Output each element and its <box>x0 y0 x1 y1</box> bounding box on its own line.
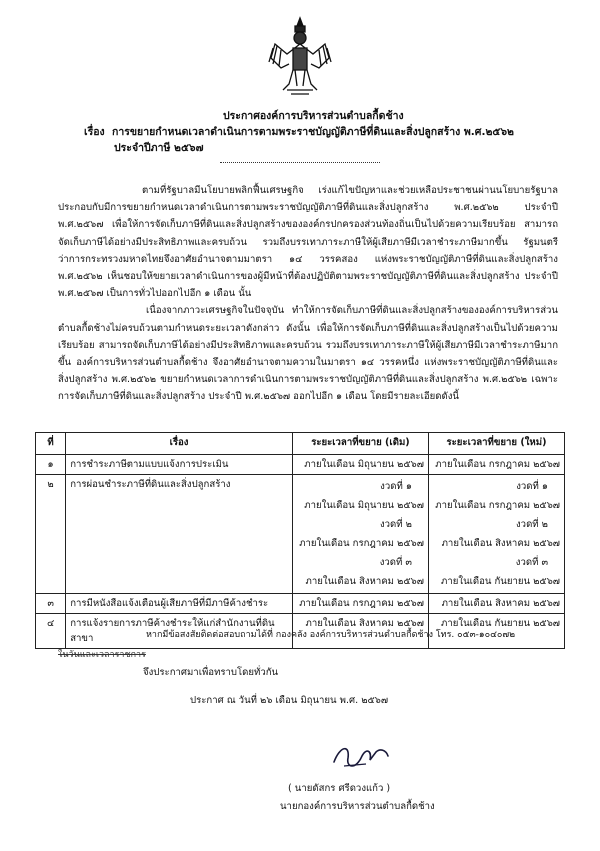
installment-date: ภายในเดือน มิถุนายน ๒๕๖๗ <box>304 500 424 511</box>
col-header-topic: เรื่อง <box>66 433 293 455</box>
col-header-no: ที่ <box>36 433 66 455</box>
installment-label: งวดที่ ๓ <box>379 557 412 568</box>
row-topic: การชำระภาษีตามแบบแจ้งการประเมิน <box>66 455 293 475</box>
installment-date: ภายในเดือน กันยายน ๒๕๖๗ <box>441 576 560 587</box>
signer-title: นายกองค์การบริหารส่วนตำบลกื้ดช้าง <box>280 801 435 812</box>
installment-label: งวดที่ ๒ <box>516 519 548 530</box>
installment-date: ภายในเดือน สิงหาคม ๒๕๖๗ <box>305 576 424 587</box>
installment-date: ภายในเดือน กรกฎาคม ๒๕๖๗ <box>435 500 560 511</box>
schedule-table <box>35 432 565 649</box>
row-topic: การมีหนังสือแจ้งเตือนผู้เสียภาษีที่มีภาษีค้างชำระ <box>66 594 293 614</box>
row-new-period: ภายในเดือน กันยายน ๒๕๖๗ <box>428 614 564 649</box>
signature-icon <box>326 740 396 776</box>
installment-label: งวดที่ ๑ <box>380 481 412 492</box>
row-no: ๑ <box>36 455 66 475</box>
installment-label: งวดที่ ๑ <box>516 481 548 492</box>
signer-name: ( นายดัสกร ศรีดวงแก้ว ) <box>288 783 391 794</box>
row-old-period <box>292 475 428 594</box>
subject-label: เรื่อง <box>84 126 105 138</box>
table-row <box>36 455 565 475</box>
installment-date: ภายในเดือน สิงหาคม ๒๕๖๗ <box>441 538 560 549</box>
office-hours-note: ในวันและเวลาราชการ <box>58 650 146 660</box>
announcement-closing: จึงประกาศมาเพื่อทราบโดยทั่วกัน <box>143 667 279 678</box>
row-new-period: ภายในเดือน กรกฎาคม ๒๕๖๗ <box>428 455 564 475</box>
body-paragraph-2: เนื่องจากภาวะเศรษฐกิจในปัจจุบัน ทำให้การจัดเก็บภาษีที่ดินและสิ่งปลูกสร้างขององค์การบริหารส่วนตำบลกื้ดช้างไม่ครบถ้วนตามกำหนดระยะเวลาดังกล่าว ดังนั้น เพื่อให้การจัดเก็บภาษีที่ดินและสิ่งปลูกสร้างเป็นไปด้วยความเรียบร้อย สามารถจัดเก็บภาษีได้อย่างมีประสิทธิภาพและครบถ้วน รวมถึงบรรเทาภาระภาษีให้ผู้เสียภาษีมีเวลาชำระภาษีมากขึ้น องค์การบริหารส่วนตำบลกื้ดช้าง จึงอาศัยอำนาจตามความในมาตรา ๑๔ วรรคหนึ่ง แห่งพระราชบัญญัติภาษีที่ดินและสิ่งปลูกสร้าง พ.ศ.๒๕๖๒ ขยายกำหนดเวลาการดำเนินการตามพระราชบัญญัติภาษีที่ดินและสิ่งปลูกสร้าง พ.ศ.๒๕๖๒ เฉพาะการจัดเก็บภาษีที่ดินและสิ่งปลูกสร้าง ประจำปี พ.ศ.๒๕๖๗ ออกไปอีก ๑ เดือน โดยมีรายละเอียดดังนี้ <box>58 305 558 403</box>
dotted-separator <box>220 162 380 163</box>
garuda-emblem-icon <box>267 14 333 98</box>
document-header <box>84 108 564 156</box>
row-old-period: ภายในเดือน กรกฎาคม ๒๕๖๗ <box>292 594 428 614</box>
row-no: ๒ <box>36 475 66 594</box>
row-topic: การแจ้งรายการภาษีค้างชำระให้แก่สำนักงานที่ดินสาขา <box>66 614 293 649</box>
col-header-old: ระยะเวลาที่ขยาย (เดิม) <box>292 433 428 455</box>
body-paragraph-1: ตามที่รัฐบาลมีนโยบายพลิกฟื้นเศรษฐกิจ เร่งแก้ไขปัญหาและช่วยเหลือประชาชนผ่านนโยบายรัฐบาล ประกอบกับมีการขยายกำหนดเวลาดำเนินการตามพระราชบัญญัติภาษีที่ดินและสิ่งปลูกสร้าง พ.ศ.๒๕๖๒ ประจำปี พ.ศ.๒๕๖๗ เพื่อให้การจัดเก็บภาษีที่ดินและสิ่งปลูกสร้างขององค์กรปกครองส่วนท้องถิ่นเป็นไปด้วยความเรียบร้อย สามารถจัดเก็บภาษีได้อย่างมีประสิทธิภาพและครบถ้วน รวมถึงบรรเทาภาระภาษีให้ผู้เสียภาษีมีเวลาชำระภาษีมากขึ้น รัฐมนตรีว่าการกระทรวงมหาดไทยจึงอาศัยอำนาจตามมาตรา ๑๔ วรรคสอง แห่งพระราชบัญญัติภาษีที่ดินและสิ่งปลูกสร้าง พ.ศ.๒๕๖๒ เห็นชอบให้ขยายเวลาดำเนินการของผู้มีหน้าที่ต้องปฏิบัติตามพระราชบัญญัติภาษีที่ดินและสิ่งปลูกสร้าง ประจำปี พ.ศ.๒๕๖๗ เป็นการทั่วไปออกไปอีก ๑ เดือน นั้น <box>58 185 558 300</box>
installment-label: งวดที่ ๒ <box>379 519 412 530</box>
row-no: ๓ <box>36 594 66 614</box>
installment-date: ภายในเดือน กรกฎาคม ๒๕๖๗ <box>299 538 424 549</box>
announcement-body <box>58 182 558 406</box>
row-new-period <box>428 475 564 594</box>
table-header-row <box>36 433 565 455</box>
subject-text: การขยายกำหนดเวลาดำเนินการตามพระราชบัญญัติภาษีที่ดินและสิ่งปลูกสร้าง พ.ศ.๒๕๖๒ <box>111 126 514 138</box>
row-topic: การผ่อนชำระภาษีที่ดินและสิ่งปลูกสร้าง <box>66 475 293 594</box>
org-announcement-title: ประกาศองค์การบริหารส่วนตำบลกื้ดช้าง <box>223 110 404 122</box>
row-old-period: ภายในเดือน มิถุนายน ๒๕๖๗ <box>292 455 428 475</box>
table-row <box>36 475 565 594</box>
tax-year: ประจำปีภาษี ๒๕๖๗ <box>114 142 204 154</box>
row-old-period: ภายในเดือน สิงหาคม ๒๕๖๗ <box>292 614 428 649</box>
contact-note: หากมีข้อสงสัยติดต่อสอบถามได้ที่ กองคลัง องค์การบริหารส่วนตำบลกื้ดช้าง โทร. ๐๕๓-๑๐๔๐๗๒ <box>146 630 516 640</box>
announcement-date: ประกาศ ณ วันที่ ๒๖ เดือน มิถุนายน พ.ศ. ๒๕๖๗ <box>190 695 389 706</box>
table-row <box>36 594 565 614</box>
row-no: ๔ <box>36 614 66 649</box>
subject-line <box>84 124 564 140</box>
installment-label: งวดที่ ๓ <box>515 557 548 568</box>
row-new-period: ภายในเดือน สิงหาคม ๒๕๖๗ <box>428 594 564 614</box>
col-header-new: ระยะเวลาที่ขยาย (ใหม่) <box>428 433 564 455</box>
